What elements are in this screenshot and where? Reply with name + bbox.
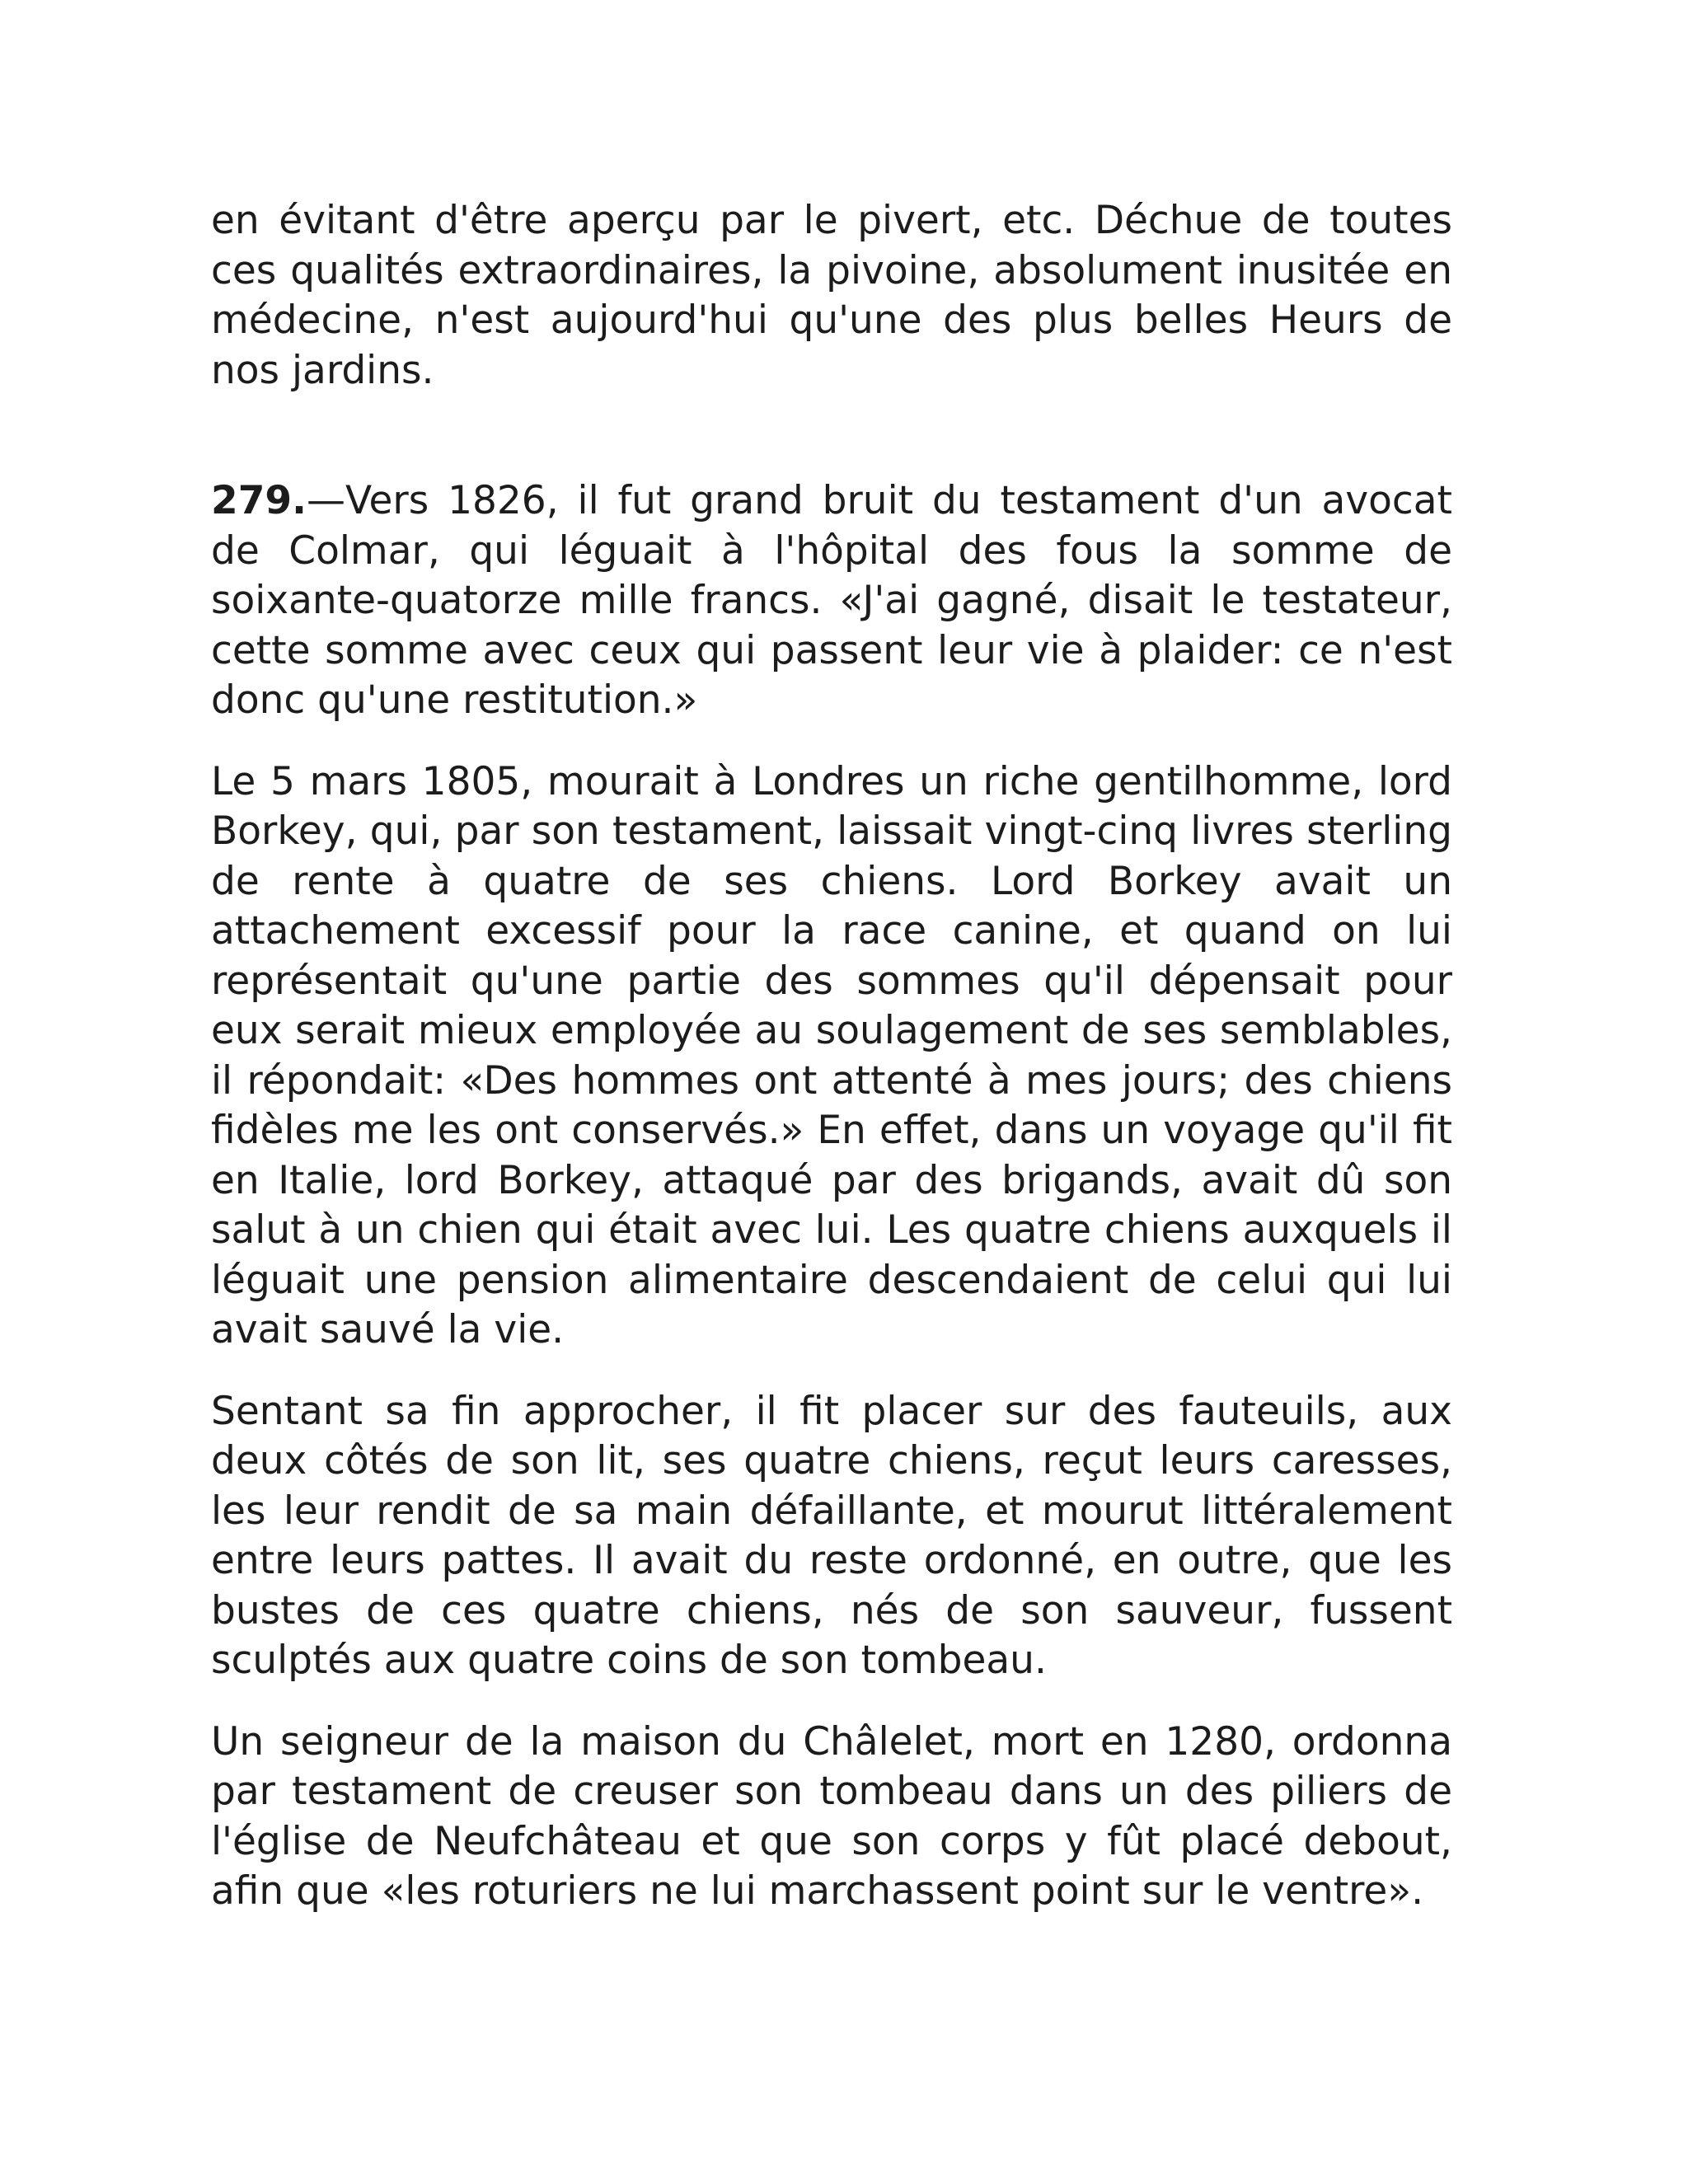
- paragraph-entry-279-text: —Vers 1826, il fut grand bruit du testament d'un avocat de Colmar, qui léguait à l'hôpital des fous la somme de soixante-quatorze mille francs. «J'ai gagné, disait le testateur, cette somme avec ceux qui passent leur vie à plaider: ce n'est donc qu'une restitution.»: [211, 478, 1452, 723]
- entry-number: 279.: [211, 478, 307, 523]
- paragraph-death: Sentant sa fin approcher, il fit placer sur des fauteuils, aux deux côtés de son lit, ses quatre chiens, reçut leurs caresses, les leur rendit de sa main défaillante, et mourut littéralement entre leurs pattes. Il avait du reste ordonné, en outre, que les bustes de ces quatre chiens, nés de son sauveur, fussent sculptés aux quatre coins de son tombeau.: [211, 1388, 1452, 1683]
- paragraph-lord-borkey: Le 5 mars 1805, mourait à Londres un riche gentilhomme, lord Borkey, qui, par son testament, laissait vingt-cinq livres sterling de rente à quatre de ses chiens. Lord Borkey avait un attachement excessif pour la race canine, et quand on lui représentait qu'une partie des sommes qu'il dépensait pour eux serait mieux employée au soulagement de ses semblables, il répondait: «Des hommes ont attenté à mes jours; des chiens fidèles me les ont conservés.» En effet, dans un voyage qu'il fit en Italie, lord Borkey, attaqué par des brigands, avait dû son salut à un chien qui était avec lui. Les quatre chiens auxquels il léguait une pension alimentaire descendaient de celui qui lui avait sauvé la vie.: [211, 758, 1452, 1352]
- paragraph-entry-279: [211, 476, 1452, 726]
- paragraph-chatelet: Un seigneur de la maison du Châlelet, mort en 1280, ordonna par testament de creuser son tombeau dans un des piliers de l'église de Neufchâteau et que son corps y fût placé debout, afin que «les roturiers ne lui marchassent point sur le ventre».: [211, 1718, 1452, 1914]
- document-page: [211, 196, 1452, 1917]
- paragraph-intro: en évitant d'être aperçu par le pivert, etc. Déchue de toutes ces qualités extraordinaires, la pivoine, absolument inusitée en médecine, n'est aujourd'hui qu'une des plus belles Heurs de nos jardins.: [211, 198, 1452, 393]
